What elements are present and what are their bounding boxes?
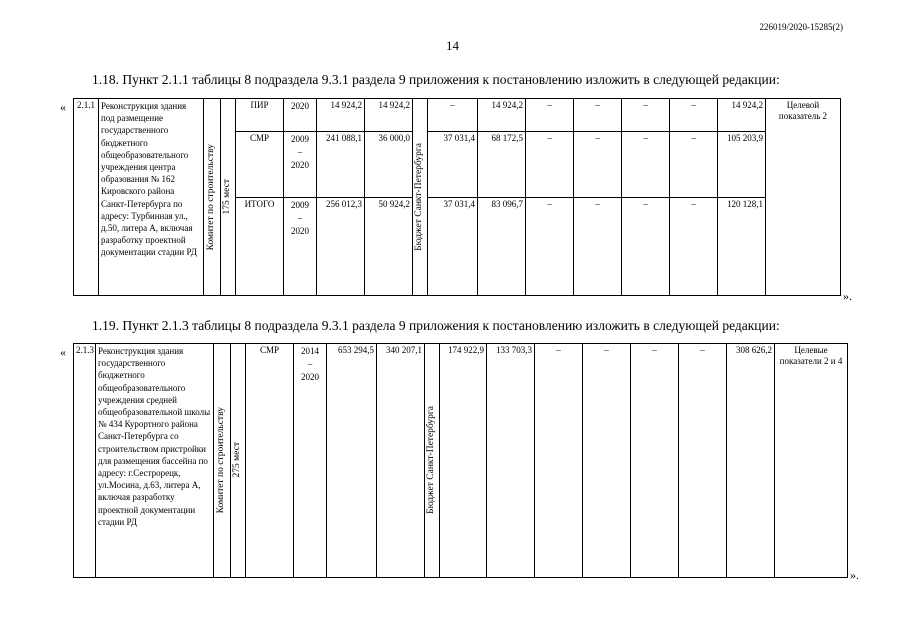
year-to: 2020 xyxy=(291,226,309,236)
value-c3: – xyxy=(428,99,478,132)
year-from: 2020 xyxy=(291,101,309,111)
value-c9: 308 626,2 xyxy=(727,344,775,578)
year-from: 2009 xyxy=(291,200,309,210)
capacity-cell xyxy=(221,99,236,296)
target-indicator: Целевой показатель 2 xyxy=(766,99,841,296)
project-description: Реконструкция здания под размещение государственного бюджетного общеобразовательного учреждения центра образования № 162 Кировского района Санкт-Петербурга по адресу: Турбинная ул., д.50, литера А, включая разработку проектной документации стадии РД xyxy=(99,99,204,296)
total-value: 256 012,3 xyxy=(317,198,365,296)
executor-label: Комитет по строительству xyxy=(206,143,217,251)
value-c8: – xyxy=(679,344,727,578)
section-heading-1-19: 1.19. Пункт 2.1.3 таблицы 8 подраздела 9.3.1 раздела 9 приложения к постановлению изложить в следующей редакции: xyxy=(92,318,780,333)
open-quote: « xyxy=(60,100,66,114)
value-c8: – xyxy=(670,198,718,296)
work-type: СМР xyxy=(246,344,294,578)
years-cell xyxy=(284,99,317,132)
value-c5: – xyxy=(535,344,583,578)
years-cell xyxy=(294,344,327,578)
value-c4: 14 924,2 xyxy=(478,99,526,132)
total-value: 241 088,1 xyxy=(317,132,365,198)
year-to: 2020 xyxy=(291,160,309,170)
years-cell xyxy=(284,132,317,198)
value-c5: – xyxy=(526,132,574,198)
budget-cell xyxy=(413,99,428,296)
budget-label: Бюджет Санкт-Петербурга xyxy=(426,406,437,514)
capacity-cell xyxy=(231,344,246,578)
value-c6: – xyxy=(574,132,622,198)
value-c3: 37 031,4 xyxy=(428,132,478,198)
close-quote: ». xyxy=(843,289,852,303)
total-value: 14 924,2 xyxy=(317,99,365,132)
value-c3: 37 031,4 xyxy=(428,198,478,296)
table-item-2-1-1 xyxy=(73,98,841,296)
value-c7: – xyxy=(622,132,670,198)
open-quote: « xyxy=(60,345,66,359)
value-c1: 50 924,2 xyxy=(365,198,413,296)
work-type: ПИР xyxy=(236,99,284,132)
table-item-2-1-3 xyxy=(73,343,848,578)
project-description: Реконструкция здания государственного бюджетного общеобразовательного учреждения средней общеобразовательной школы № 434 Курортного района Санкт-Петербурга со строительством пристройки для размещения бассейна по адресу: г.Сестрорецк, ул.Мосина, д.63, литера А, включая разработку проектной документации стадии РД xyxy=(96,344,214,578)
page-number: 14 xyxy=(446,38,459,53)
work-type: ИТОГО xyxy=(236,198,284,296)
item-number: 2.1.1 xyxy=(74,99,99,296)
year-dash: – xyxy=(307,359,313,369)
value-c9: 105 203,9 xyxy=(718,132,766,198)
value-c6: – xyxy=(583,344,631,578)
value-c1: 36 000,0 xyxy=(365,132,413,198)
value-c5: – xyxy=(526,99,574,132)
executor-label: Комитет по строительству xyxy=(216,406,227,514)
value-c5: – xyxy=(526,198,574,296)
executor-cell xyxy=(204,99,221,296)
capacity-label: 275 мест xyxy=(232,442,243,478)
work-type: СМР xyxy=(236,132,284,198)
year-to: 2020 xyxy=(301,372,319,382)
executor-cell xyxy=(214,344,231,578)
table-row xyxy=(74,344,848,578)
item-number: 2.1.3 xyxy=(74,344,96,578)
value-c4: 133 703,3 xyxy=(487,344,535,578)
value-c6: – xyxy=(574,99,622,132)
value-c4: 83 096,7 xyxy=(478,198,526,296)
value-c8: – xyxy=(670,132,718,198)
target-indicator: Целевые показатели 2 и 4 xyxy=(775,344,848,578)
value-c1: 14 924,2 xyxy=(365,99,413,132)
section-heading-1-18: 1.18. Пункт 2.1.1 таблицы 8 подраздела 9.3.1 раздела 9 приложения к постановлению изложить в следующей редакции: xyxy=(92,72,780,87)
value-c4: 68 172,5 xyxy=(478,132,526,198)
year-from: 2014 xyxy=(301,346,319,356)
year-from: 2009 xyxy=(291,134,309,144)
value-c6: – xyxy=(574,198,622,296)
budget-label: Бюджет Санкт-Петербурга xyxy=(414,143,425,251)
value-c1: 340 207,1 xyxy=(377,344,425,578)
capacity-label: 175 мест xyxy=(222,179,233,215)
value-c7: – xyxy=(622,198,670,296)
years-cell xyxy=(284,198,317,296)
value-c9: 14 924,2 xyxy=(718,99,766,132)
value-c8: – xyxy=(670,99,718,132)
value-c7: – xyxy=(631,344,679,578)
document-number: 226019/2020-15285(2) xyxy=(759,22,843,32)
value-c3: 174 922,9 xyxy=(440,344,487,578)
year-dash: – xyxy=(297,147,303,157)
table-row xyxy=(74,99,841,132)
budget-cell xyxy=(425,344,440,578)
close-quote: ». xyxy=(850,568,859,582)
total-value: 653 294,5 xyxy=(327,344,377,578)
value-c7: – xyxy=(622,99,670,132)
year-dash: – xyxy=(297,213,303,223)
value-c9: 120 128,1 xyxy=(718,198,766,296)
